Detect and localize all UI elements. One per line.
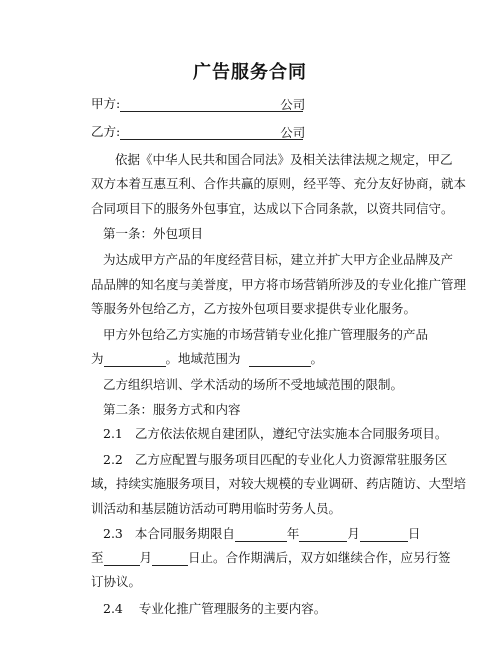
region-label: 。地域范围为 — [165, 351, 241, 366]
clause-2-3-line-3: 订协议。 — [91, 574, 142, 589]
start-year-blank[interactable] — [235, 527, 287, 542]
product-prefix: 为 — [91, 351, 104, 366]
article-2-heading: 第二条：服务方式和内容 — [103, 402, 241, 417]
clause-2-3-line-1 — [103, 526, 420, 542]
clause-2-1-text: 乙方依法依规自建团队，遵纪守法实施本合同服务项目。 — [134, 426, 448, 441]
party-b-suffix: 公司 — [280, 125, 306, 140]
start-day-blank[interactable] — [360, 527, 408, 542]
term-start-label: 本合同服务期限自 — [134, 526, 235, 541]
region-suffix: 。 — [310, 351, 324, 366]
article-1-para1-line-3: 等服务外包给乙方，乙方按外包项目要求提供专业化服务。 — [91, 301, 417, 316]
party-b-line — [91, 124, 306, 140]
party-a-label: 甲方: — [91, 96, 121, 111]
clause-2-2-text-1: 乙方应配置与服务项目匹配的专业化人力资源常驻服务区 — [134, 452, 448, 467]
product-blank[interactable] — [104, 352, 166, 367]
end-year-blank[interactable] — [104, 551, 140, 566]
party-b-label: 乙方: — [91, 124, 121, 139]
end-day-blank[interactable] — [152, 551, 188, 566]
year-label: 年 — [286, 526, 300, 541]
clause-2-1 — [103, 426, 447, 442]
clause-2-1-number: 2.1 — [103, 426, 123, 441]
article-1-heading: 第一条：外包项目 — [103, 226, 204, 241]
clause-2-2-line-2: 域，持续实施服务项目，对较大规模的专业调研、药店随访、大型培 — [91, 476, 467, 491]
article-1-para3: 乙方组织培训、学术活动的场所不受地域范围的限制。 — [103, 377, 404, 392]
article-1-para1-line-1: 为达成甲方产品的年度经营目标，建立并扩大甲方企业品牌及产 — [103, 252, 454, 267]
intro-line-2: 双方本着互惠互利、合作共赢的原则，经平等、充分友好协商，就本 — [91, 176, 467, 191]
clause-2-4-text: 专业化推广管理服务的主要内容。 — [138, 601, 327, 616]
article-1-para2-line-1: 甲方外包给乙方实施的市场营销专业化推广管理服务的产品 — [103, 327, 429, 342]
article-1-para2-line-2 — [91, 351, 323, 367]
clause-2-2-number: 2.2 — [103, 452, 123, 467]
day-label: 日 — [407, 526, 421, 541]
party-b-name-blank[interactable] — [120, 125, 280, 140]
clause-2-3-number: 2.3 — [103, 526, 123, 541]
clause-2-4 — [103, 601, 326, 617]
clause-2-3-line-2 — [91, 550, 451, 566]
month-label: 月 — [347, 526, 360, 541]
end-month-label: 月 — [139, 550, 153, 565]
article-1-para1-line-2: 品品牌的知名度与美誉度，甲方将市场营销所涉及的专业化推广管理 — [91, 277, 467, 292]
region-blank[interactable] — [249, 352, 311, 367]
start-month-blank[interactable] — [299, 527, 347, 542]
clause-2-4-number: 2.4 — [103, 601, 123, 616]
document-title: 广告服务合同 — [193, 62, 307, 83]
party-a-name-blank[interactable] — [120, 97, 280, 112]
party-a-suffix: 公司 — [280, 97, 306, 112]
term-to-label: 至 — [91, 550, 104, 565]
intro-line-3: 合同项目下的服务外包事宜，达成以下合同条款，以资共同信守。 — [91, 201, 454, 216]
clause-2-2-line-1 — [103, 452, 447, 468]
intro-line-1: 依据《中华人民共和国合同法》及相关法律法规之规定，甲乙 — [115, 152, 453, 167]
term-end-text: 日止。合作期满后，双方如继续合作，应另行签 — [188, 550, 451, 565]
party-a-line — [91, 96, 306, 112]
clause-2-2-line-3: 训活动和基层随访活动可聘用临时劳务人员。 — [91, 501, 342, 516]
